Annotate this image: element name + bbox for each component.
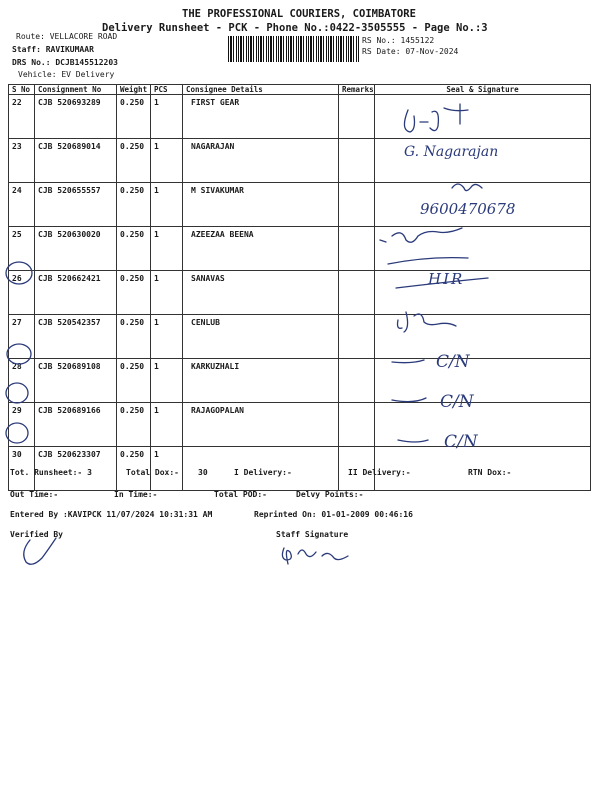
col-weight: Weight xyxy=(117,85,151,95)
cell-consignee: M SIVAKUMAR xyxy=(183,183,339,227)
cell-consignee: SANAVAS xyxy=(183,271,339,315)
cell-consignee: KARKUZHALI xyxy=(183,359,339,403)
cell-pcs: 1 xyxy=(151,447,183,491)
circle-mark-26 xyxy=(6,262,32,284)
col-seal-signature: Seal & Signature xyxy=(375,85,591,95)
cell-weight: 0.250 xyxy=(117,183,151,227)
total-pod: Total POD:- xyxy=(214,490,267,499)
cell-sno: 24 xyxy=(9,183,35,227)
total-dox-label: Total Dox:- xyxy=(126,468,179,477)
col-consignee: Consignee Details xyxy=(183,85,339,95)
cell-consignee: FIRST GEAR xyxy=(183,95,339,139)
cell-weight: 0.250 xyxy=(117,403,151,447)
col-consignment: Consignment No xyxy=(35,85,117,95)
cell-consignment: CJB 520542357 xyxy=(35,315,117,359)
circle-mark-28 xyxy=(7,344,31,364)
cell-weight: 0.250 xyxy=(117,139,151,183)
phone-note-24: 9600470678 xyxy=(420,200,516,218)
rs-number: RS No.: 1455122 xyxy=(362,36,435,45)
cin-note-29: C/N xyxy=(440,392,474,412)
in-time: In Time:- xyxy=(114,490,158,499)
total-dox-value: 30 xyxy=(198,468,208,477)
staff-signature-label: Staff Signature xyxy=(276,530,349,539)
cell-weight: 0.250 xyxy=(117,95,151,139)
company-title: THE PROFESSIONAL COURIERS, COIMBATORE xyxy=(182,8,416,20)
col-pcs: PCS xyxy=(151,85,183,95)
cin-note-28: C/N xyxy=(436,352,470,372)
cell-consignee: CENLUB xyxy=(183,315,339,359)
signature-22 xyxy=(404,104,468,132)
cell-consignment: CJB 520662421 xyxy=(35,271,117,315)
drs-label: DRS No.: DCJB145512203 xyxy=(12,58,118,67)
cell-sno: 25 xyxy=(9,227,35,271)
cell-sno: 27 xyxy=(9,315,35,359)
entered-by: Entered By :KAVIPCK 11/07/2024 10:31:31 AM xyxy=(10,510,213,519)
signature-25 xyxy=(380,228,462,242)
cell-consignee: AZEEZAA BEENA xyxy=(183,227,339,271)
verified-mark xyxy=(24,538,56,564)
staff-label: Staff: RAVIKUMAAR xyxy=(12,45,94,54)
cell-weight: 0.250 xyxy=(117,271,151,315)
cell-weight: 0.250 xyxy=(117,359,151,403)
cell-consignment: CJB 520689166 xyxy=(35,403,117,447)
out-time: Out Time:- xyxy=(10,490,59,499)
cell-weight: 0.250 xyxy=(117,227,151,271)
strokes-28-30 xyxy=(392,360,428,442)
col-sno: S No xyxy=(9,85,35,95)
rs-date: RS Date: 07-Nov-2024 xyxy=(362,47,459,56)
cell-pcs: 1 xyxy=(151,183,183,227)
cell-consignment: CJB 520689014 xyxy=(35,139,117,183)
signature-27 xyxy=(398,312,457,332)
cell-consignee: RAJAGOPALAN xyxy=(183,403,339,447)
i-delivery: I Delivery:- xyxy=(234,468,292,477)
cell-consignee: NAGARAJAN xyxy=(183,139,339,183)
staff-signature-mark xyxy=(282,548,348,564)
signature-24 xyxy=(452,184,482,191)
cell-consignment: CJB 520655557 xyxy=(35,183,117,227)
route-label: Route: VELLACORE ROAD xyxy=(16,32,118,41)
cell-sno: 22 xyxy=(9,95,35,139)
cell-consignment: CJB 520623307 xyxy=(35,447,117,491)
cell-sno: 30 xyxy=(9,447,35,491)
col-remarks: Remarks xyxy=(339,85,375,95)
cell-pcs: 1 xyxy=(151,359,183,403)
cell-sno: 28 xyxy=(9,359,35,403)
cell-pcs: 1 xyxy=(151,227,183,271)
note-26: HIR xyxy=(428,270,465,288)
cell-sno: 23 xyxy=(9,139,35,183)
delvy-points: Delvy Points:- xyxy=(296,490,364,499)
ii-delivery: II Delivery:- xyxy=(348,468,411,477)
cell-consignment: CJB 520630020 xyxy=(35,227,117,271)
cell-sno: 26 xyxy=(9,271,35,315)
vehicle-label: Vehicle: EV Delivery xyxy=(18,70,115,79)
cell-weight: 0.250 xyxy=(117,447,151,491)
cell-pcs: 1 xyxy=(151,315,183,359)
reprinted-on: Reprinted On: 01-01-2009 00:46:16 xyxy=(254,510,413,519)
cell-pcs: 1 xyxy=(151,139,183,183)
runsheet-subtitle: Delivery Runsheet - PCK - Phone No.:0422-3505555 - Page No.:3 xyxy=(102,22,488,34)
cell-pcs: 1 xyxy=(151,403,183,447)
rtn-dox: RTN Dox:- xyxy=(468,468,512,477)
tot-runsheet: Tot. Runsheet:- 3 xyxy=(10,468,92,477)
cell-consignment: CJB 520689108 xyxy=(35,359,117,403)
verified-by: Verified By xyxy=(10,530,63,539)
cin-note-30: C/N xyxy=(444,432,478,452)
cell-pcs: 1 xyxy=(151,95,183,139)
cell-weight: 0.250 xyxy=(117,315,151,359)
circle-mark-29 xyxy=(6,383,28,403)
cell-sno: 29 xyxy=(9,403,35,447)
circle-mark-30 xyxy=(6,423,28,443)
cell-consignment: CJB 520693289 xyxy=(35,95,117,139)
cell-pcs: 1 xyxy=(151,271,183,315)
signature-23: G. Nagarajan xyxy=(404,144,499,160)
